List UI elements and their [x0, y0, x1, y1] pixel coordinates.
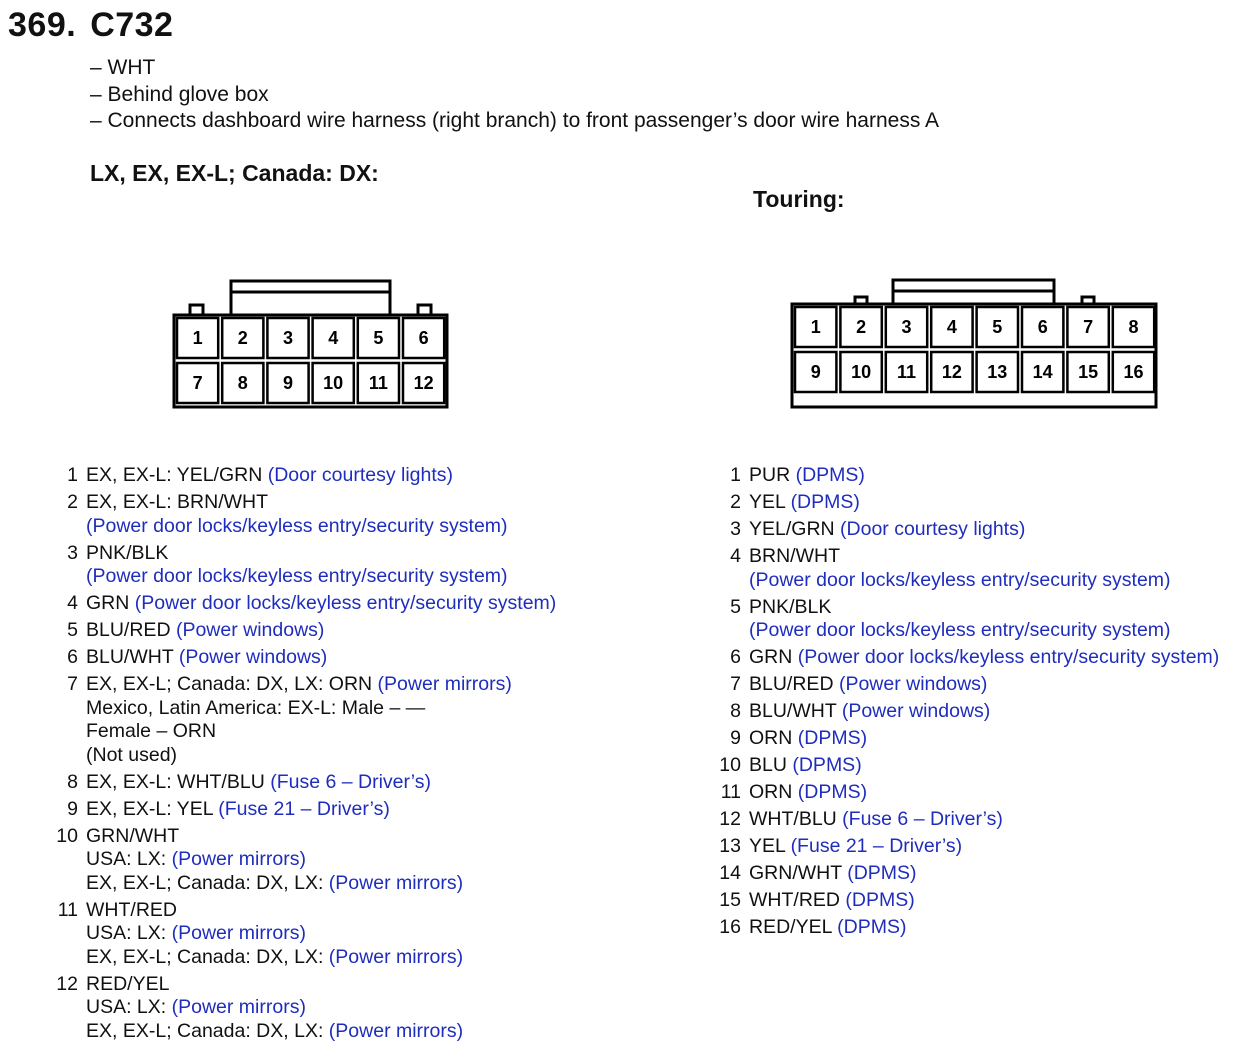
pin-description	[749, 673, 987, 697]
pin-label-14: 14	[1032, 362, 1053, 382]
pin-description	[749, 862, 917, 886]
circuit-reference: (DPMS)	[845, 889, 915, 911]
lock-tab	[231, 281, 390, 315]
pin-number: 5	[730, 595, 741, 618]
pin-entry-line	[40, 646, 556, 670]
pin-entry-line	[703, 619, 1219, 643]
wire-spec: BLU/WHT	[86, 646, 179, 668]
circuit-reference: (DPMS)	[837, 916, 907, 938]
pin-description	[749, 596, 831, 620]
pin-entry-4	[40, 592, 556, 616]
pin-entry-5	[40, 619, 556, 643]
pin-label-10: 10	[323, 373, 344, 393]
pin-entry-line	[40, 720, 556, 744]
pin-entry-12	[703, 808, 1219, 832]
wire-spec: ORN	[749, 727, 798, 749]
pin-entry-line	[703, 569, 1219, 593]
pin-description	[86, 542, 168, 566]
pin-entry-4	[703, 545, 1219, 592]
pin-label-3: 3	[282, 328, 294, 348]
pin-description	[749, 835, 962, 859]
circuit-reference: (Power door locks/keyless entry/security system)	[86, 514, 508, 537]
pin-number: 9	[730, 727, 741, 749]
wire-spec: EX, EX-L: YEL	[86, 797, 219, 820]
pin-description	[86, 973, 169, 997]
wire-spec: BLU	[749, 754, 793, 776]
pin-entry-line	[40, 515, 556, 539]
pin-label-5: 5	[373, 328, 384, 348]
pin-entry-13	[703, 835, 1219, 859]
pin-label-13: 13	[987, 362, 1008, 382]
pin-entry-16	[703, 916, 1219, 940]
pin-entry-11	[703, 781, 1219, 805]
pin-description	[749, 727, 867, 751]
wire-spec: USA: LX:	[86, 922, 172, 944]
pin-description	[86, 771, 431, 795]
circuit-reference: (Door courtesy lights)	[267, 464, 454, 486]
pin-entry-line	[40, 771, 556, 795]
circuit-reference: (Power door locks/keyless entry/security system)	[749, 568, 1171, 591]
pin-number: 9	[67, 797, 78, 820]
pin-label-12: 12	[413, 373, 434, 393]
wire-spec: GRN	[749, 646, 798, 668]
pin-label-7: 7	[192, 373, 203, 393]
pin-description	[86, 619, 324, 643]
circuit-reference: (Power mirrors)	[328, 945, 464, 968]
pin-entry-9	[40, 798, 556, 822]
pin-entry-line	[703, 808, 1219, 832]
circuit-reference: (Power door locks/keyless entry/security system)	[797, 646, 1220, 668]
pin-number: 15	[719, 889, 741, 911]
pin-description	[86, 848, 306, 872]
connector-diagram-16pin	[785, 273, 1165, 418]
pin-entry-8	[40, 771, 556, 795]
pin-label-3: 3	[901, 317, 912, 337]
pin-entry-line	[40, 744, 556, 768]
pin-entry-line	[703, 518, 1219, 542]
circuit-reference: (Power mirrors)	[171, 996, 306, 1018]
pin-label-2: 2	[856, 317, 867, 337]
pin-number: 4	[730, 545, 741, 567]
wire-spec: WHT/RED	[749, 889, 846, 911]
pin-description	[749, 545, 840, 569]
pin-entry-10	[40, 825, 556, 896]
wire-spec: GRN/WHT	[86, 824, 180, 847]
pin-label-5: 5	[992, 317, 1003, 337]
pin-entry-line	[703, 491, 1219, 515]
wire-spec: PNK/BLK	[749, 595, 832, 618]
pin-entry-line	[703, 862, 1219, 886]
wire-spec: RED/YEL	[86, 972, 170, 995]
circuit-reference: (Power mirrors)	[328, 871, 464, 894]
connector-housing	[174, 315, 447, 407]
detail-location: – Behind glove box	[90, 82, 269, 106]
pin-label-9: 9	[282, 373, 294, 393]
pin-number: 4	[67, 592, 78, 614]
pin-description	[749, 619, 1171, 643]
circuit-reference: (Power door locks/keyless entry/security system)	[134, 592, 557, 614]
pin-number	[40, 515, 78, 539]
pin-description	[86, 798, 390, 822]
circuit-reference: (Power mirrors)	[328, 1019, 464, 1042]
pin-number: 6	[730, 646, 741, 668]
pin-entry-line	[703, 754, 1219, 778]
circuit-reference: (Power mirrors)	[171, 848, 306, 870]
pin-description	[749, 889, 915, 913]
left-heading: LX, EX, EX-L; Canada: DX:	[90, 160, 379, 186]
pin-description	[749, 700, 990, 724]
pin-entry-line	[40, 565, 556, 589]
pin-description	[86, 720, 216, 744]
wire-spec: ORN	[749, 781, 798, 803]
pin-number: 7	[67, 673, 78, 695]
wire-spec: EX, EX-L: WHT/BLU	[86, 770, 271, 793]
circuit-reference: (DPMS)	[797, 781, 868, 803]
pin-entry-2	[703, 491, 1219, 515]
pin-description	[86, 646, 327, 670]
pin-description	[749, 754, 862, 778]
pin-description	[86, 697, 425, 721]
wire-spec: EX, EX-L; Canada: DX, LX:	[86, 1019, 329, 1042]
pin-entry-7	[40, 673, 556, 767]
circuit-reference: (Power door locks/keyless entry/security system)	[749, 619, 1171, 641]
circuit-reference: (DPMS)	[795, 464, 865, 486]
pin-description	[86, 565, 508, 589]
pin-label-4: 4	[946, 317, 957, 337]
circuit-reference: (Power windows)	[175, 619, 325, 641]
pin-description	[86, 744, 177, 768]
pin-label-2: 2	[237, 328, 248, 348]
pin-entry-line	[40, 973, 556, 997]
pin-number: 7	[730, 673, 741, 695]
pin-entry-line	[703, 916, 1219, 940]
pin-label-8: 8	[1128, 317, 1139, 337]
pin-entry-line	[40, 825, 556, 849]
circuit-reference: (DPMS)	[792, 754, 862, 776]
pin-entry-line	[40, 464, 556, 488]
wire-spec: EX, EX-L; Canada: DX, LX:	[86, 945, 329, 968]
circuit-reference: (DPMS)	[847, 862, 917, 884]
pin-number	[40, 565, 78, 589]
wire-spec: (Not used)	[86, 743, 178, 766]
pin-label-16: 16	[1123, 362, 1144, 382]
pin-label-6: 6	[418, 328, 429, 348]
circuit-reference: (Power mirrors)	[171, 922, 306, 944]
circuit-reference: (Power windows)	[838, 673, 988, 695]
pin-description	[749, 491, 860, 515]
wire-spec: BLU/RED	[86, 619, 176, 641]
wire-spec: GRN	[86, 592, 135, 614]
pin-number: 8	[67, 770, 78, 793]
pin-number	[703, 619, 741, 643]
wire-spec: YEL	[749, 835, 791, 857]
pin-label-9: 9	[810, 362, 821, 382]
wire-spec: BLU/WHT	[749, 700, 842, 722]
wire-spec: EX, EX-L: BRN/WHT	[86, 491, 269, 513]
circuit-reference: (DPMS)	[797, 727, 868, 749]
pin-entry-line	[40, 491, 556, 515]
wire-spec: PNK/BLK	[86, 541, 169, 564]
pin-number	[40, 922, 78, 946]
wire-spec: WHT/BLU	[749, 808, 843, 830]
pin-entry-line	[703, 889, 1219, 913]
right-pin-list	[703, 464, 1219, 943]
pin-label-10: 10	[851, 362, 872, 382]
pin-entry-1	[40, 464, 556, 488]
pin-entry-line	[703, 781, 1219, 805]
pin-number: 13	[719, 835, 741, 857]
wire-spec: GRN/WHT	[749, 862, 848, 884]
right-heading: Touring:	[753, 186, 845, 212]
pin-entry-7	[703, 673, 1219, 697]
pin-entry-line	[40, 872, 556, 896]
left-pin-list	[40, 464, 556, 1047]
circuit-reference: (Fuse 21 – Driver’s)	[790, 835, 963, 857]
wire-spec: YEL	[749, 491, 791, 513]
circuit-reference: (Fuse 6 – Driver’s)	[842, 808, 1003, 830]
wire-spec: EX, EX-L; Canada: DX, LX:	[86, 871, 329, 894]
wire-spec: USA: LX:	[86, 996, 172, 1018]
pin-number: 10	[56, 824, 78, 847]
pin-entry-line	[40, 592, 556, 616]
pin-number: 16	[719, 916, 741, 938]
pin-description	[86, 825, 179, 849]
pin-entry-line	[703, 673, 1219, 697]
pin-entry-line	[40, 899, 556, 923]
pin-description	[749, 916, 906, 940]
wire-spec: BRN/WHT	[749, 545, 840, 567]
wire-spec: YEL/GRN	[749, 518, 841, 540]
pin-entry-line	[40, 848, 556, 872]
wire-spec: EX, EX-L; Canada: DX, LX: ORN	[86, 673, 378, 695]
pin-number: 10	[719, 754, 741, 776]
connector-details	[90, 55, 939, 135]
pin-description	[749, 646, 1219, 670]
pin-label-4: 4	[328, 328, 339, 348]
circuit-reference: (Fuse 21 – Driver’s)	[218, 797, 390, 820]
pin-entry-line	[703, 835, 1219, 859]
pin-number: 3	[67, 541, 78, 564]
pin-entry-line	[40, 798, 556, 822]
pin-entry-line	[703, 545, 1219, 569]
pin-description	[86, 922, 306, 946]
pin-number: 8	[730, 700, 741, 722]
wire-spec: Mexico, Latin America: EX-L: Male – —	[86, 696, 426, 719]
pin-label-1: 1	[810, 317, 821, 337]
wire-spec: PUR	[749, 464, 796, 486]
pin-number	[40, 946, 78, 970]
pin-label-12: 12	[941, 362, 962, 382]
circuit-reference: (Power windows)	[178, 646, 328, 668]
pin-entry-1	[703, 464, 1219, 488]
pin-number	[703, 569, 741, 593]
pin-entry-line	[703, 464, 1219, 488]
circuit-reference: (Power door locks/keyless entry/security system)	[86, 565, 508, 587]
pin-entry-line	[703, 596, 1219, 620]
pin-number: 2	[730, 491, 741, 513]
wire-spec: RED/YEL	[749, 916, 838, 938]
pin-number	[40, 697, 78, 721]
pin-entry-8	[703, 700, 1219, 724]
pin-number: 1	[730, 464, 741, 486]
pin-description	[86, 464, 453, 488]
detail-color: – WHT	[90, 56, 156, 79]
pin-entry-14	[703, 862, 1219, 886]
pin-entry-line	[40, 1020, 556, 1044]
pin-number: 5	[67, 619, 78, 641]
pin-label-6: 6	[1037, 317, 1048, 337]
pin-entry-line	[40, 996, 556, 1020]
pin-entry-line	[40, 697, 556, 721]
pin-entry-line	[40, 922, 556, 946]
pin-description	[86, 899, 177, 923]
pin-label-8: 8	[237, 373, 248, 393]
pin-description	[749, 518, 1025, 542]
pin-number: 12	[719, 808, 741, 830]
pin-label-11: 11	[896, 362, 917, 382]
pin-number	[40, 872, 78, 896]
pin-number: 11	[57, 898, 78, 921]
pin-entry-line	[40, 946, 556, 970]
pin-description	[86, 592, 556, 616]
pin-number	[40, 744, 78, 768]
pin-entry-6	[40, 646, 556, 670]
pin-description	[86, 1020, 463, 1044]
circuit-reference: (DPMS)	[790, 491, 860, 513]
pin-entry-line	[40, 542, 556, 566]
connector-diagram-12pin	[165, 272, 457, 417]
detail-connects: – Connects dashboard wire harness (right branch) to front passenger’s door wire harness A	[90, 109, 940, 132]
pin-description	[749, 569, 1171, 593]
pin-description	[749, 781, 867, 805]
pin-number	[40, 720, 78, 744]
pin-number: 3	[730, 518, 741, 540]
pin-entry-15	[703, 889, 1219, 913]
connector-number: 369.	[8, 6, 77, 44]
connector-code: C732	[90, 6, 174, 44]
pin-number	[40, 996, 78, 1020]
pin-number: 14	[719, 862, 741, 884]
pin-description	[86, 515, 508, 539]
pin-entry-12	[40, 973, 556, 1044]
pin-entry-9	[703, 727, 1219, 751]
pin-entry-5	[703, 596, 1219, 643]
circuit-reference: (Power windows)	[841, 700, 991, 722]
pin-entry-2	[40, 491, 556, 538]
pin-number	[40, 1020, 78, 1044]
pin-description	[86, 872, 463, 896]
wire-spec: Female – ORN	[86, 720, 217, 742]
pin-description	[749, 808, 1003, 832]
pin-number: 6	[67, 646, 78, 668]
wire-spec: BLU/RED	[749, 673, 839, 695]
pin-entry-6	[703, 646, 1219, 670]
pin-label-7: 7	[1083, 317, 1094, 337]
pin-label-1: 1	[192, 328, 203, 348]
pin-description	[86, 491, 268, 515]
pin-description	[749, 464, 865, 488]
pin-description	[86, 996, 306, 1020]
pin-number: 2	[67, 491, 78, 513]
pin-entry-line	[40, 619, 556, 643]
pin-entry-3	[703, 518, 1219, 542]
pin-entry-11	[40, 899, 556, 970]
circuit-reference: (Power mirrors)	[377, 673, 512, 695]
pin-description	[86, 673, 512, 697]
pin-label-15: 15	[1078, 362, 1099, 382]
circuit-reference: (Door courtesy lights)	[840, 518, 1026, 540]
pin-description	[86, 946, 463, 970]
pin-label-11: 11	[368, 373, 388, 393]
pin-number	[40, 848, 78, 872]
pin-entry-line	[40, 673, 556, 697]
pin-number: 1	[67, 464, 78, 486]
pin-entry-3	[40, 542, 556, 589]
wire-spec: USA: LX:	[86, 848, 172, 870]
pin-entry-line	[703, 727, 1219, 751]
wire-spec: WHT/RED	[86, 898, 177, 921]
page-title	[8, 6, 173, 45]
wire-spec: EX, EX-L: YEL/GRN	[86, 464, 268, 486]
circuit-reference: (Fuse 6 – Driver’s)	[270, 770, 431, 793]
pin-entry-10	[703, 754, 1219, 778]
pin-entry-line	[703, 700, 1219, 724]
pin-number: 11	[720, 781, 741, 803]
pin-number: 12	[56, 972, 78, 995]
pin-entry-line	[703, 646, 1219, 670]
